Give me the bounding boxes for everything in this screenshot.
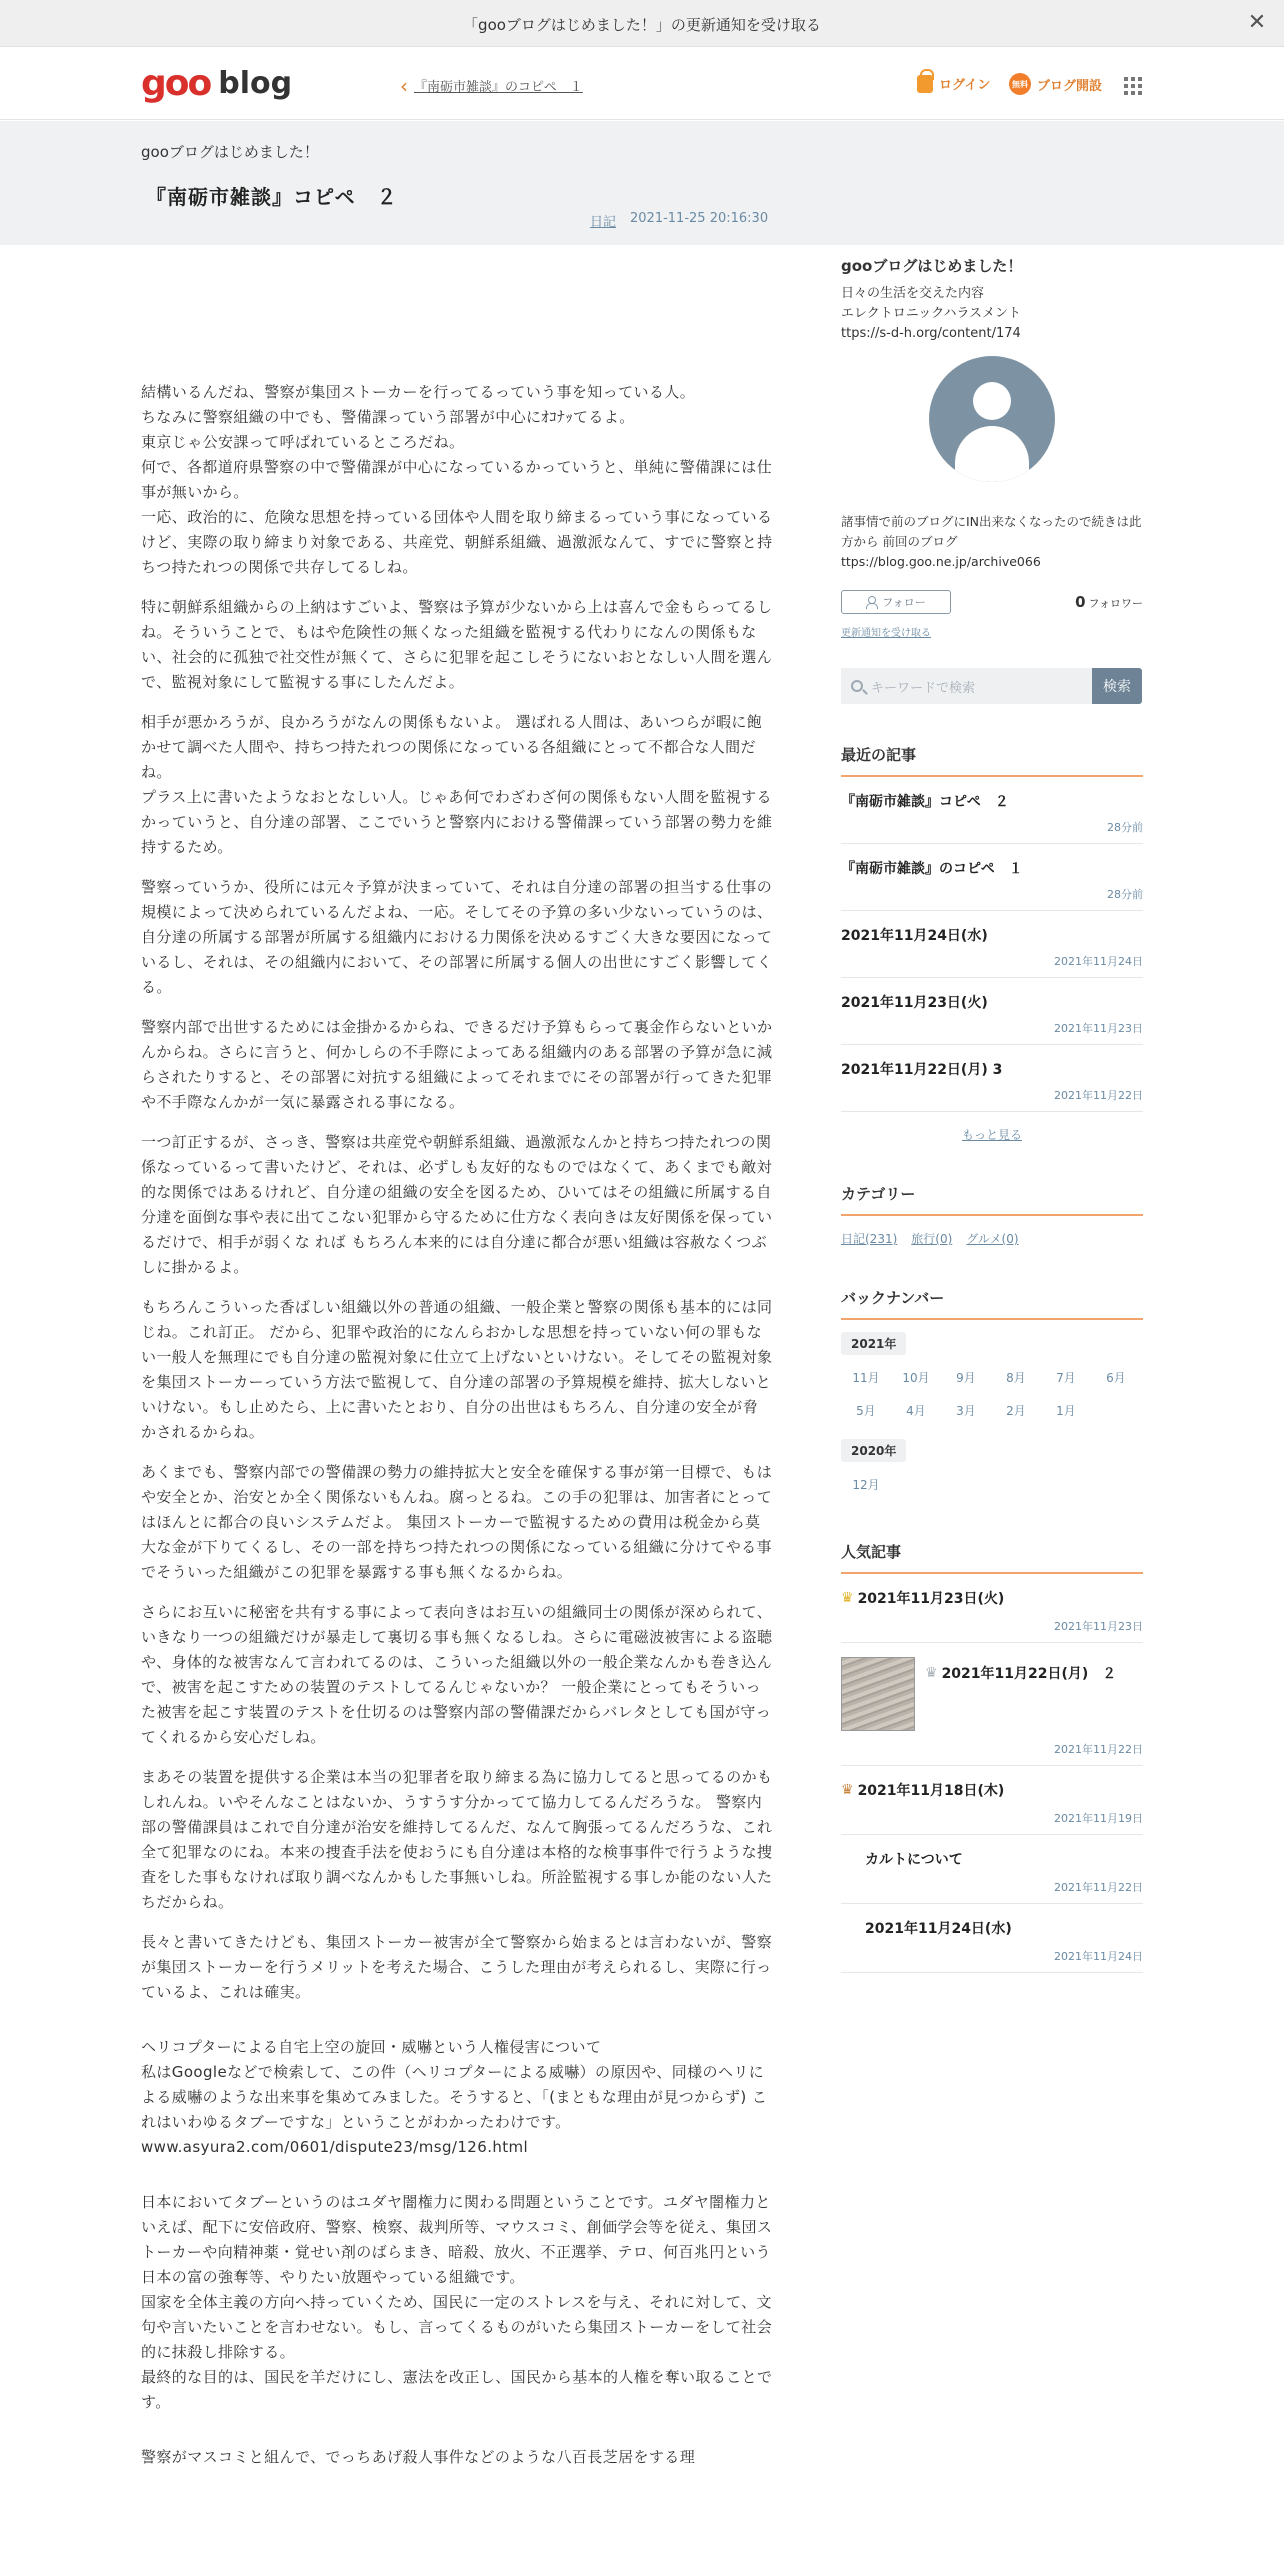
month-link[interactable]: 9月 — [956, 1371, 976, 1385]
profile-description: 日々の生活を交えた内容 エレクトロニックハラスメント ttps://s-d-h.org/content/174 — [841, 286, 1022, 341]
page-title: 『南砺市雑談』コピペ ２ — [146, 185, 398, 209]
popular-item[interactable] — [841, 1766, 1143, 1835]
lock-icon — [917, 75, 933, 93]
popular-item-date: 2021年11月23日 — [1054, 1620, 1143, 1633]
popular-item-date: 2021年11月19日 — [1054, 1812, 1143, 1825]
notice-bar — [0, 0, 1284, 47]
month-link[interactable]: 3月 — [956, 1404, 976, 1418]
popular-item[interactable] — [841, 1574, 1143, 1643]
notice-subscribe-link[interactable]: 「gooブログはじめました！」の更新通知を受け取る — [463, 16, 821, 34]
month-link[interactable]: 5月 — [856, 1404, 876, 1418]
popular-item-title: 2021年11月23日(火) — [857, 1591, 1005, 1607]
article-paragraph: 相手が悪かろうが、良かろうがなんの関係もないよ。 選ばれる人間は、あいつらが暇に飽かせて調べた人間や、持ちつ持たれつの関係になっている各組織にとって不都合な人間だね。 プラス上に書いたようなおとなしい人。じゃあ何でわざわざ何の関係もない人間を監視するかっていうと、自分達の部署、ここでいうと警察内における警備課っていう部署の勢力を維持するため。 — [141, 713, 773, 856]
article-paragraph: 特に朝鮮系組織からの上納はすごいよ、警察は予算が少ないから上は喜んで金もらってるしね。そういうことで、もはや危険性の無くなった組織を監視する代わりになんの関係もない、社会的に孤独で社交性が無くて、さらに犯罪を起こしそうにないおとなしい人間を選んで、監視対象にして監視する事にしたんだよ。 — [141, 598, 773, 691]
crown-silver-icon: ♛ — [925, 1665, 938, 1681]
follow-row — [841, 590, 1143, 614]
article-paragraph: 一つ訂正するが、さっき、警察は共産党や朝鮮系組織、過激派なんかと持ちつ持たれつの関係なっているって書いたけど、それは、必ずしも友好的なものではなくて、あくまでも敵対的な関係ではあるけれど、自分達の組織の安全を図るため、ひいてはその組織に所属する自分達を面倒な事や表に出てこない犯罪から守るために仕方なく表向きは友好関係を保っているだけで、相手が弱くな れば もちろん本来的には自分達に都合が悪い組織は容赦なくつぶしに掛かるよ。 — [141, 1133, 773, 1276]
article-paragraph: 日本においてタブーというのはユダヤ闇権力に関わる問題ということです。ユダヤ闇権力といえば、配下に安倍政府、警察、検察、裁判所等、マウスコミ、創価学会等を従え、集団ストーカーや向精神薬・覚せい剤のばらまき、暗殺、放火、不正選挙、テロ、何百兆円という日本の富の強奪等、やりたい放題やっている組織です。 国家を全体主義の方向へ持っていくため、国民に一定のストレスを与え、それに対して、文句や言いたいことを言わせない。もし、言ってくるものがいたら集団ストーカーをして社会的に抹殺し排除する。 最終的な目的は、国民を羊だけにし、憲法を改正し、国民から基本的人権を奪い取ることです。 — [141, 2193, 773, 2411]
follower-number: 0 — [1075, 593, 1086, 611]
recent-item-date: 28分前 — [1107, 821, 1143, 834]
close-icon[interactable]: ✕ — [1247, 10, 1267, 35]
category-link[interactable]: グルメ(0) — [966, 1232, 1019, 1246]
search-input[interactable] — [841, 668, 1092, 704]
popular-item-title: 2021年11月18日(木) — [857, 1783, 1005, 1799]
search-icon — [851, 680, 863, 692]
follow-button[interactable] — [841, 590, 951, 614]
recent-item-date: 28分前 — [1107, 888, 1143, 901]
follower-label: フォロワー — [1088, 597, 1143, 610]
profile-name[interactable]: gooブログはじめました！ — [841, 257, 1023, 275]
popular-item-date: 2021年11月22日 — [1054, 1743, 1143, 1756]
recent-item-date: 2021年11月22日 — [1054, 1089, 1143, 1102]
goo-blog-logo[interactable] — [141, 63, 293, 104]
popular-item[interactable] — [841, 1835, 1143, 1904]
profile-note: 諸事情で前のブログにIN出来なくなったので続きは此方から 前回のブログ ttps://blog.goo.ne.jp/archive066 — [841, 514, 1142, 569]
site-header — [0, 48, 1284, 120]
entry-datetime: 2021-11-25 20:16:30 — [630, 211, 769, 226]
prev-article-title: 『南砺市雑談』のコピペ １ — [414, 80, 583, 95]
backnumber-heading: バックナンバー — [841, 1287, 1143, 1320]
search-button[interactable]: 検索 — [1092, 668, 1142, 704]
recent-item[interactable] — [841, 1045, 1143, 1112]
entry-meta — [590, 211, 768, 230]
follower-count — [1075, 593, 1143, 611]
month-link[interactable]: 2月 — [1006, 1404, 1026, 1418]
logo-blog: blog — [218, 66, 293, 101]
year-badge: 2020年 — [841, 1439, 906, 1462]
avatar[interactable] — [929, 356, 1055, 482]
popular-item-date: 2021年11月22日 — [1054, 1881, 1143, 1894]
sidebar — [841, 255, 1143, 1973]
popular-item[interactable] — [841, 1643, 1143, 1766]
popular-item[interactable] — [841, 1904, 1143, 1973]
person-icon — [866, 596, 876, 608]
popular-item-title: カルトについて — [865, 1852, 963, 1868]
crown-gold-icon: ♛ — [841, 1590, 854, 1606]
logo-goo: goo — [141, 63, 211, 104]
article-paragraph: あくまでも、警察内部での警備課の勢力の維持拡大と安全を確保する事が第一目標で、もはや安全とか、治安とか全く関係ないもんね。腐っとるね。この手の犯罪は、加害者にとってはほんとに都合の良いシステムだよ。 集団ストーカーで監視するための費用は税金から莫大な金が下りてくるし、その一部を持ちつ持たれつの関係になっている組織に分けてやる事でそういった組織がこの犯罪を暴露する事も無くなるからね。 — [141, 1463, 773, 1581]
follow-label: フォロー — [882, 596, 926, 609]
free-badge-icon: 無料 — [1009, 73, 1031, 95]
month-list — [841, 1468, 1143, 1501]
article-paragraph: 警察がマスコミと組んで、でっちあげ殺人事件などのような八百長芝居をする理 — [141, 2448, 696, 2466]
popular-item-title: 2021年11月24日(水) — [865, 1921, 1012, 1937]
popular-heading: 人気記事 — [841, 1541, 1143, 1574]
recent-item[interactable] — [841, 911, 1143, 978]
article-paragraph: 警察っていうか、役所には元々予算が決まっていて、それは自分達の部署の担当する仕事の規模によって決められているんだよね、一応。そしてその予算の多い少ないっていうのは、自分達の所属する部署が所属する組織内における力関係を決めるすごく大きな要因になっているし、それは、その組織内において、その部署に所属する個人の出世にすごく影響してくる。 — [141, 878, 773, 996]
recent-item[interactable] — [841, 844, 1143, 911]
month-link[interactable]: 1月 — [1056, 1404, 1076, 1418]
entry-header — [0, 121, 1284, 245]
category-link[interactable]: 日記(231) — [841, 1232, 898, 1246]
login-label: ログイン — [939, 78, 991, 93]
article-paragraph: 結構いるんだね、警察が集団ストーカーを行ってるっていう事を知っている人。 ちなみに警察組織の中でも、警備課っていう部署が中心にｵｺﾅｯてるよ。 東京じゃ公安課って呼ばれているところだね。 何で、各都道府県警察の中で警備課が中心になっているかっていうと、単純に警備課には仕事が無いから。 一応、政治的に、危険な思想を持っている団体や人間を取り締まるっていう事になっているけど、実際の取り締まり対象である、共産党、朝鮮系組織、過激派なんて、すでに警察と持ちつ持たれつの関係で共存してるしね。 — [141, 383, 773, 576]
popular-item-date: 2021年11月24日 — [1054, 1950, 1143, 1963]
category-link[interactable]: 旅行(0) — [911, 1232, 953, 1246]
article-paragraph: ヘリコプターによる自宅上空の旋回・威嚇という人権侵害について 私はGoogleなどで検索して、この件（ヘリコプターによる威嚇）の原因や、同様のヘリによる威嚇のような出来事を集めてみました。そうすると、「(まともな理由が見つからず) これはいわゆるタブーですな」ということがわかったわけです。 www.asyura2.com/0601/dispute23/msg/126.html — [141, 2038, 768, 2156]
avatar-body — [955, 426, 1029, 482]
open-blog-label: ブログ開設 — [1037, 78, 1103, 94]
recent-item-date: 2021年11月23日 — [1054, 1022, 1143, 1035]
category-list — [841, 1230, 1143, 1247]
search-placeholder: キーワードで検索 — [871, 680, 976, 696]
popular-item-title: 2021年11月22日(月) ２ — [941, 1666, 1117, 1682]
recent-item-title: 『南砺市雑談』コピペ ２ — [841, 794, 1009, 810]
month-link[interactable]: 7月 — [1056, 1371, 1076, 1385]
blog-name-link[interactable]: gooブログはじめました！ — [141, 143, 319, 161]
article-body — [141, 380, 773, 2485]
month-link[interactable]: 12月 — [852, 1478, 880, 1492]
category-heading: カテゴリー — [841, 1183, 1143, 1216]
recent-item-title: 2021年11月22日(月) 3 — [841, 1062, 1003, 1078]
thumbnail-image — [841, 1657, 915, 1731]
recent-item-date: 2021年11月24日 — [1054, 955, 1143, 968]
month-list — [841, 1361, 1143, 1427]
year-badge: 2021年 — [841, 1332, 906, 1355]
article-paragraph: 長々と書いてきたけども、集団ストーカー被害が全て警察から始まるとは言わないが、警察が集団ストーカーを行うメリットを考えた場合、こうした理由が考えられるし、実際に行っているよ、これは確実。 — [141, 1933, 773, 2001]
search-form — [841, 668, 1143, 704]
open-blog-button[interactable] — [1009, 73, 1102, 95]
recent-item-title: 2021年11月23日(火) — [841, 995, 988, 1011]
more-link[interactable]: もっと見る — [961, 1128, 1022, 1142]
notify-link[interactable]: 更新通知を受け取る — [841, 628, 931, 639]
crown-bronze-icon: ♛ — [841, 1782, 854, 1798]
month-link[interactable]: 10月 — [902, 1371, 930, 1385]
recent-item[interactable] — [841, 978, 1143, 1045]
avatar-head — [973, 382, 1011, 420]
article-paragraph: さらにお互いに秘密を共有する事によって表向きはお互いの組織同士の関係が深められて、いきなり一つの組織だけが暴走して裏切る事も無くなるしね。さらに電磁波被害による盗聴や、身体的な被害なんて言われてるのは、こういった組織以外の一般企業なんかも巻き込んで、被害を起こすための装置のテストしてるんじゃないか？ 一般企業にとってもそういった被害を起こす装置のテストを仕切るのは警察内部の警備課だからバレタとしても国が守ってくれるから安心だしね。 — [141, 1603, 773, 1746]
recent-item-title: 『南砺市雑談』のコピペ １ — [841, 861, 1023, 877]
recent-item-title: 2021年11月24日(水) — [841, 928, 988, 944]
month-link[interactable]: 11月 — [852, 1371, 880, 1385]
prev-article-link[interactable] — [400, 73, 583, 98]
month-link[interactable]: 4月 — [906, 1404, 926, 1418]
recent-heading: 最近の記事 — [841, 744, 1143, 777]
chevron-left-icon: ‹ — [400, 73, 408, 98]
login-button[interactable] — [917, 74, 990, 93]
entry-category-link[interactable]: 日記 — [590, 215, 617, 230]
article-paragraph: もちろんこういった香ばしい組織以外の普通の組織、一般企業と警察の関係も基本的には同じね。これ訂正。 だから、犯罪や政治的になんらおかしな思想を持っていない何の罪もない一般人を無理にでも自分達の監視対象に仕立て上げないといけない。そしてその監視対象を集団ストーカーっていう方法で監視して、自分達の部署の予算規模を維持、拡大しないといけない。もし止めたら、上に書いたとおり、自分の出世はもちろん、自分達の安全が脅かされるからね。 — [141, 1298, 773, 1441]
recent-item[interactable] — [841, 777, 1143, 844]
month-link[interactable]: 6月 — [1106, 1371, 1126, 1385]
apps-grid-icon[interactable] — [1124, 77, 1142, 95]
month-link[interactable]: 8月 — [1006, 1371, 1026, 1385]
article-paragraph: 警察内部で出世するためには金掛かるからね、できるだけ予算もらって裏金作らないといかんからね。さらに言うと、何かしらの不手際によってある組織内のある部署の予算が急に減らされたりすると、その部署に対抗する組織によってそれまでにその部署が行ってきた犯罪や不手際なんかが一気に暴露される事になる。 — [141, 1018, 773, 1111]
article-paragraph: まあその装置を提供する企業は本当の犯罪者を取り締まる為に協力してると思ってるのかもしれんね。いやそんなことはないか、うすうす分かってて協力してるんだろうな。 警察内部の警備課員はこれで自分達が治安を維持してるんだ、なんて胸張ってるんだろうな、これ全て犯罪なのにね。本来の捜査手法を使おうにも自分達は本格的な検事事件で行うような捜査をした事もなければ取り調べなんかもした事無いしね。所詮監視する事しか能のない人たちだからね。 — [141, 1768, 773, 1911]
